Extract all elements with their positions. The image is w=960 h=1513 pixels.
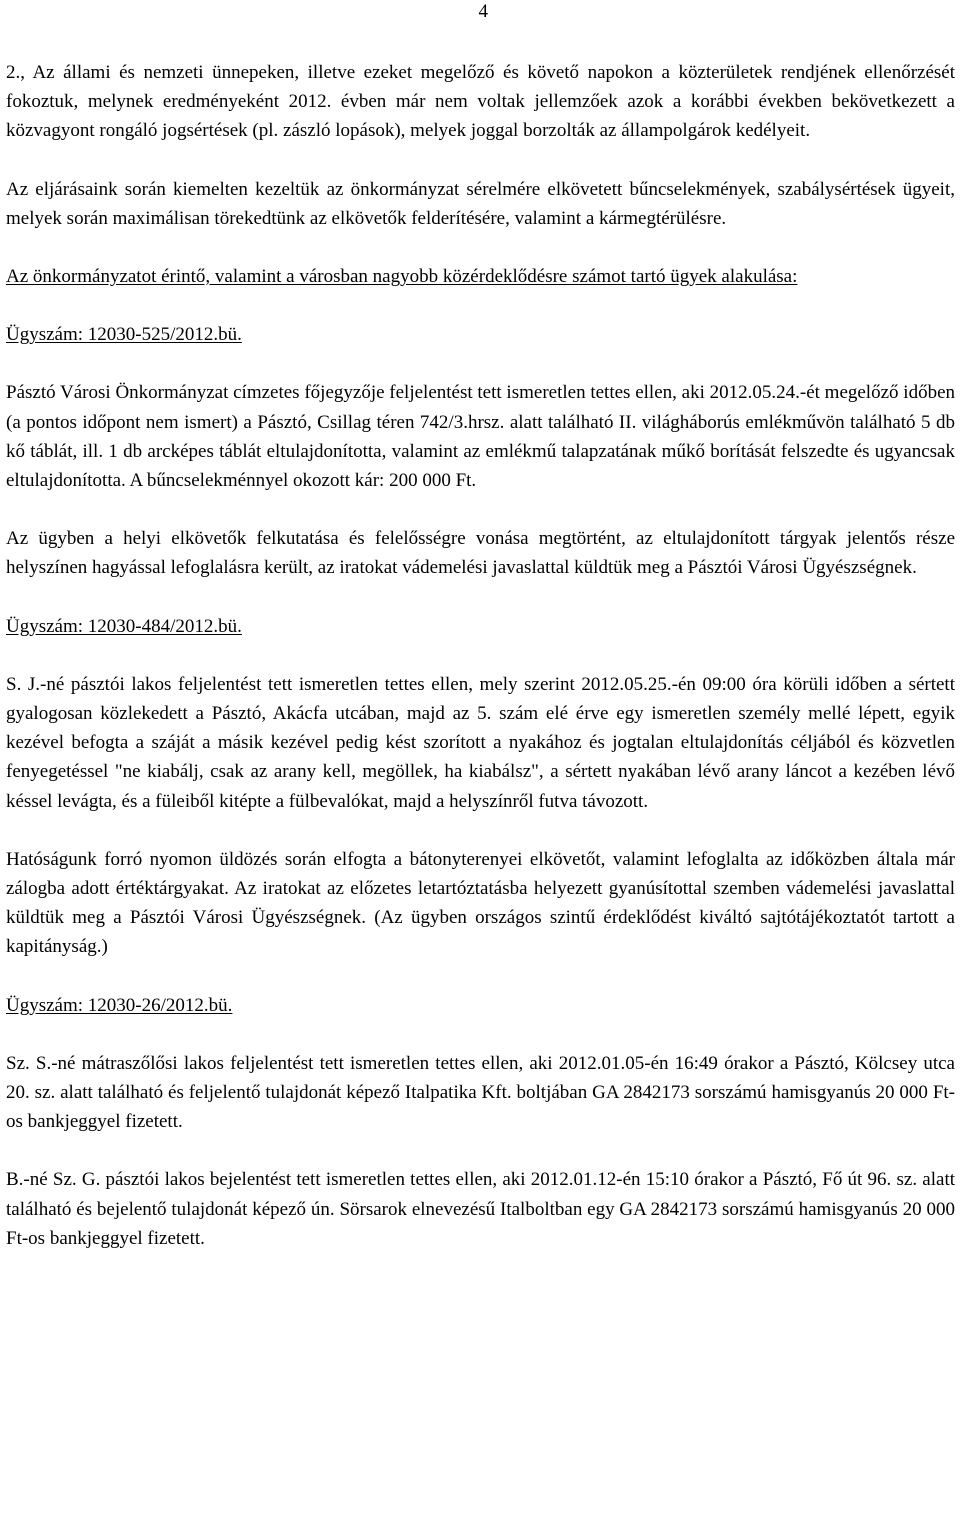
case-3-title: Ügyszám: 12030-26/2012.bü. (6, 994, 233, 1016)
case-2-description: S. J.-né pásztói lakos feljelentést tett ismeretlen tettes ellen, mely szerint 2012.05.25.-én 09:00 óra körüli időben a sértett gyalogosan közlekedett a Pásztó, Akácfa utcában, majd az 5. szám elé érve egy ismeretlen személy mellé lépett, egyik kezével befogta a száját a másik kezével pedig kést szorított a nyakához és jogtalan eltulajdonítás céljából és közvetlen fenyegetéssel "ne kiabálj, csak az arany kell, megöllek, ha kiabálsz", a sértett nyakában lévő arany láncot a kezében lévő késsel levágta, és a füleiből kitépte a fülbevalókat, majd a helyszínről futva távozott. (6, 673, 955, 812)
case-2-title: Ügyszám: 12030-484/2012.bü. (6, 615, 242, 637)
case-1-outcome: Az ügyben a helyi elkövetők felkutatása és felelősségre vonása megtörtént, az eltulajdonított tárgyak jelentős része helyszínen hagyással lefoglalásra került, az iratokat vádemelési javaslattal küldtük meg a Pásztói Városi Ügyészségnek. (6, 528, 955, 579)
page-number: 4 (478, 1, 488, 22)
case-2-outcome: Hatóságunk forró nyomon üldözés során elfogta a bátonyterenyei elkövetőt, valamint lefoglalta az időközben általa már zálogba adott értéktárgyakat. Az iratokat az előzetes letartóztatásba helyezett gyanúsítottal szemben vádemelési javaslattal küldtük meg a Pásztói Városi Ügyészségnek. (Az ügyben országos szintű érdeklődést kiváltó sajtótájékoztatót tartott a kapitányság.) (6, 848, 955, 958)
case-1-title: Ügyszám: 12030-525/2012.bü. (6, 324, 242, 346)
case-1-description: Pásztó Városi Önkormányzat címzetes főjegyzője feljelentést tett ismeretlen tettes ellen, aki 2012.05.24.-ét megelőző időben (a pontos időpont nem ismert) a Pásztó, Csillag téren 742/3.hrsz. alatt található II. világháborús emlékművön található 5 db kő táblát, ill. 1 db arcképes táblát eltulajdonította, valamint az emlékmű talapzatának műkő borítását felszedte és ugyancsak eltulajdonította. A bűncselekménnyel okozott kár: 200 000 Ft. (6, 382, 955, 492)
paragraph-public-holidays: 2., Az állami és nemzeti ünnepeken, illetve ezeket megelőző és követő napokon a közterületek rendjének ellenőrzését fokoztuk, melynek eredményeként 2012. évben már nem voltak jellemzőek azok a korábbi években bekövetkezett a közvagyont rongáló jogsértések (pl. zászló lopások), melyek joggal borzolták az állampolgárok kedélyeit. (6, 62, 955, 142)
case-3-description: Sz. S.-né mátraszőlősi lakos feljelentést tett ismeretlen tettes ellen, aki 2012.01.05-én 16:49 órakor a Pásztó, Kölcsey utca 20. sz. alatt található és feljelentő tulajdonát képező Italpatika Kft. boltjában GA 2842173 sorszámú hamisgyanús 20 000 Ft-os bankjeggyel fizetett. (6, 1052, 955, 1133)
paragraph-procedures: Az eljárásaink során kiemelten kezeltük az önkormányzat sérelmére elkövetett bűncselekmények, szabálysértések ügyeit, melyek során maximálisan törekedtünk az elkövetők felderítésére, valamint a kármegtérülésre. (6, 178, 955, 229)
document-body (6, 58, 955, 1253)
section-heading: Az önkormányzatot érintő, valamint a városban nagyobb közérdeklődésre számot tartó ügyek alakulása: (6, 266, 798, 288)
case-3-second-report: B.-né Sz. G. pásztói lakos bejelentést tett ismeretlen tettes ellen, aki 2012.01.12-én 15:10 órakor a Pásztó, Fő út 96. sz. alatt található és bejelentő tulajdonát képező ún. Sörsarok elnevezésű Italboltban egy GA 2842173 sorszámú hamisgyanús 20 000 Ft-os bankjeggyel fizetett. (6, 1169, 955, 1249)
